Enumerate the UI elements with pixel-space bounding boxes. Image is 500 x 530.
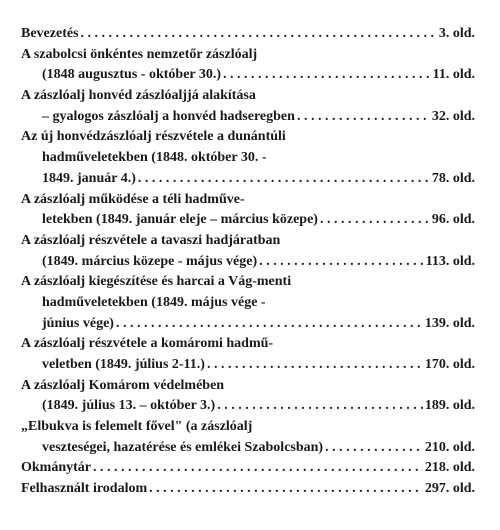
- toc-entry-title: 1849. január 4.): [42, 170, 136, 186]
- dot-leader: [207, 355, 423, 376]
- dot-leader: [325, 438, 423, 459]
- dot-leader: [320, 210, 430, 231]
- toc-entry: [21, 231, 475, 272]
- toc-entry-line: [21, 417, 475, 438]
- toc-entry-line: [21, 231, 475, 252]
- toc-page-number: 189. old.: [424, 398, 475, 414]
- toc-entry-title: A szabolcsi önkéntes nemzetőr zászlóalj: [21, 46, 258, 62]
- toc-entry-title: A zászlóalj kiegészítése és harcai a Vág-menti: [21, 274, 292, 290]
- toc-entry-line: [21, 65, 475, 86]
- dot-leader: [149, 479, 423, 500]
- toc-entry-title: – gyalogos zászlóalj a honvéd hadseregben: [42, 108, 295, 124]
- toc-page-number: 3. old.: [438, 26, 475, 41]
- toc-entry-line: [21, 314, 475, 335]
- toc-entry-line: [21, 479, 475, 500]
- toc-entry-line: [21, 438, 475, 459]
- toc-page-number: 78. old.: [431, 170, 475, 186]
- toc-entry: [21, 24, 475, 45]
- toc-entry-title: veszteségei, hazatérése és emlékei Szabolcsban): [42, 439, 324, 455]
- toc-entry: [21, 376, 475, 417]
- toc-entry-title: hadműveletekben (1848. október 30. -: [42, 150, 267, 166]
- toc-entry-title: (1848 augusztus - október 30.): [42, 67, 222, 83]
- toc-entry-line: [21, 107, 475, 128]
- toc-entry-line: [21, 148, 475, 169]
- toc-page-number: 297. old.: [424, 481, 475, 497]
- toc-entry-line: [21, 272, 475, 293]
- toc-entry-title: Bevezetés: [21, 26, 79, 41]
- toc-entry-line: [21, 334, 475, 355]
- table-of-contents: [21, 24, 475, 500]
- toc-page-number: 210. old.: [424, 439, 475, 455]
- dot-leader: [223, 65, 431, 86]
- toc-entry-title: A zászlóalj részvétele a tavaszi hadjáratban: [21, 232, 281, 248]
- toc-entry-line: [21, 190, 475, 211]
- toc-entry: [21, 45, 475, 86]
- toc-entry-title: A zászlóalj honvéd zászlóaljjá alakítása: [21, 88, 256, 104]
- toc-page-number: 11. old.: [432, 67, 475, 83]
- dot-leader: [116, 314, 423, 335]
- toc-entry: [21, 417, 475, 458]
- toc-entry-title: veletben (1849. július 2-11.): [42, 357, 205, 372]
- toc-entry-line: [21, 376, 475, 397]
- toc-entry-line: [21, 252, 475, 273]
- dot-leader: [93, 458, 423, 479]
- toc-entry-title: letekben (1849. január eleje – március közepe): [42, 212, 318, 228]
- dot-leader: [297, 107, 430, 128]
- toc-entry-title: Az új honvédzászlóalj részvétele a dunántúli: [21, 129, 286, 145]
- toc-page-number: 170. old.: [424, 357, 475, 372]
- toc-entry: [21, 479, 475, 500]
- toc-entry-title: A zászlóalj Komárom védelmében: [21, 377, 225, 393]
- toc-page-number: 32. old.: [431, 108, 475, 124]
- toc-page-number: 113. old.: [425, 253, 475, 269]
- dot-leader: [217, 396, 423, 417]
- toc-page-number: 218. old.: [424, 460, 475, 476]
- toc-page-number: 96. old.: [431, 212, 475, 228]
- toc-entry: [21, 127, 475, 189]
- toc-entry-title: hadműveletekben (1849. május vége -: [42, 294, 266, 310]
- toc-entry-line: [21, 86, 475, 107]
- toc-entry-title: június vége): [42, 315, 114, 331]
- toc-entry-title: Felhasznált irodalom: [21, 481, 148, 497]
- toc-entry: [21, 86, 475, 127]
- toc-entry-title: (1849. március közepe - május vége): [42, 253, 258, 269]
- toc-entry-title: A zászlóalj részvétele a komáromi hadmű-: [21, 336, 274, 352]
- toc-entry-line: [21, 355, 475, 376]
- toc-entry-title: A zászlóalj működése a téli hadműve-: [21, 191, 245, 207]
- toc-entry: [21, 458, 475, 479]
- toc-entry: [21, 272, 475, 334]
- toc-entry: [21, 190, 475, 231]
- toc-entry-title: Okmánytár: [21, 460, 91, 476]
- dot-leader: [259, 252, 423, 273]
- toc-entry-title: (1849. július 13. – október 3.): [42, 398, 216, 414]
- toc-entry-line: [21, 458, 475, 479]
- toc-entry-line: [21, 396, 475, 417]
- toc-entry-line: [21, 45, 475, 66]
- toc-entry-line: [21, 210, 475, 231]
- dot-leader: [138, 169, 430, 190]
- toc-page-number: 139. old.: [424, 315, 475, 331]
- toc-entry-line: [21, 169, 475, 190]
- toc-entry-line: [21, 24, 475, 45]
- toc-entry-line: [21, 127, 475, 148]
- toc-entry: [21, 334, 475, 375]
- toc-entry-line: [21, 293, 475, 314]
- toc-entry-title: „Elbukva is felemelt fővel" (a zászlóalj: [21, 419, 253, 435]
- dot-leader: [81, 24, 437, 45]
